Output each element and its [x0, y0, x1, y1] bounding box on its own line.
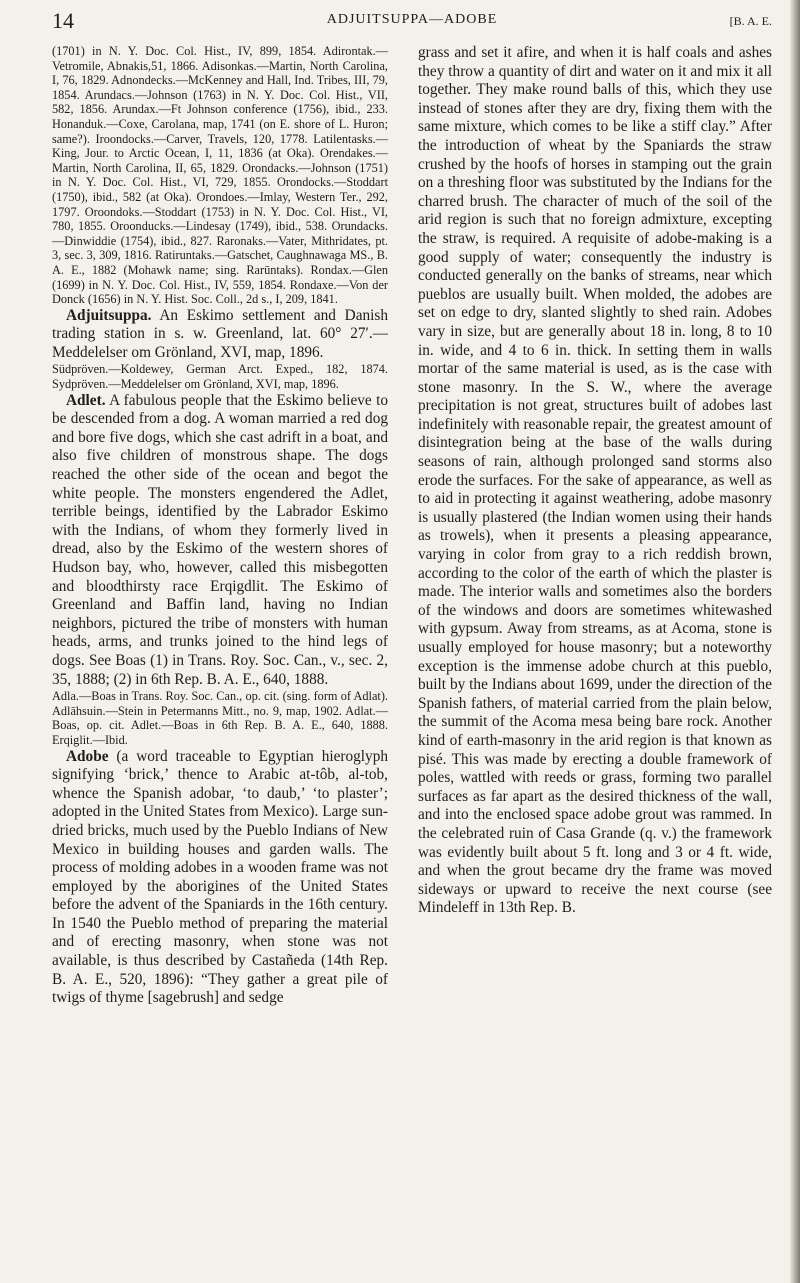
- running-title: ADJUITSUPPA—ADOBE: [326, 12, 498, 27]
- page-header: [52, 8, 772, 38]
- entry-continuation: grass and set it afire, and when it is half coals and ashes they throw a quantity of dirt and water on it and mix it all together. They make round balls of this, which they use instead of stones after they are dry, fixing them with the same mixture, which comes to be like a stiff clay.” After the introduction of wheat by the Spaniards the straw crushed by the hoofs of horses in stamping out the grain on a threshing floor was substituted by the Indians for the charred brush. The character of much of the soil of the arid region is such that no foreign admixture, excepting the straw, is required. A requisite of adobe-making is a good supply of water; consequently the industry is conducted generally on the banks of streams, near which pueblos are usually built. When molded, the adobes are set on edge to dry, slanted slightly to shed rain. Adobes vary in size, but are generally about 18 in. long, 8 to 10 in. wide, and 4 to 6 in. thick. In setting them in walls mortar of the same material is used, as is the case with stone masonry. In the S. W., where the average precipitation is not great, structures built of adobes last indefinitely with reasonable repair, the greatest amount of disintegration being at the base of the walls during seasons of rain, although prolonged sand storms also erode the surfaces. For the sake of appearance, as well as to aid in protecting it against weathering, adobe masonry is usually plastered (the Indian women using their hands as trowels), when it presents a pleasing appearance, varying in color from gray to a rich reddish brown, according to the color of the earth of which the plaster is made. The interior walls and sometimes also the borders of the windows and doors are sometimes whitewashed with gypsum. Away from streams, as at Acoma, stone is usually employed for house masonry; but a noteworthy exception is the immense adobe church at this pueblo, built by the Indians about 1699, under the direction of the Spanish fathers, of material carried from the plain below, the summit of the Acoma mesa being bare rock. Another kind of earth-masonry in the arid region is that known as pisé. This was made by erecting a double framework of poles, wattled with reeds or grass, forming two parallel surfaces as far apart as the desired thickness of the wall, and into the enclosed space adobe grout was rammed. In the celebrated ruin of Casa Grande (q. v.) the framework was evidently built about 5 ft. long and 3 or 4 ft. wide, and when the grout became dry the frame was moved sideways or upward to receive the next course (see Mindeleff in 13th Rep. B.: [418, 44, 772, 917]
- right-column: [418, 44, 772, 1277]
- synonymy-paragraph: Adla.—Boas in Trans. Roy. Soc. Can., op. cit. (sing. form of Adlat). Adlāhsuin.—Stein in Petermanns Mitt., no. 9, map, 1902. Adlat.—Boas, op. cit. Adlet.—Boas in 6th Rep. B. A. E., 640, 1888. Erqiglit.—Ibid.: [52, 689, 388, 747]
- left-column: [52, 44, 388, 1277]
- synonymy-paragraph: Südpröven.—Koldewey, German Arct. Exped., 182, 1874. Sydpröven.—Meddelelser om Grönland, XVI, map, 1896.: [52, 362, 388, 392]
- entry-adlet: [52, 392, 388, 690]
- synonymy-paragraph: (1701) in N. Y. Doc. Col. Hist., IV, 899, 1854. Adirontak.—Vetromile, Abnakis,51, 1866. Adisonkas.—Martin, North Carolina, I, 76, 1829. Adnondecks.—McKenney and Hall, Ind. Tribes, III, 79, 1854. Arundacs.—Johnson (1763) in N. Y. Doc. Col. Hist., VII, 582, 1856. Arundax.—Ft Johnson conference (1756), ibid., 233. Honanduk.—Coxe, Carolana, map, 1741 (on E. shore of L. Huron; same?). Iroondocks.—Carver, Travels, 120, 1778. Latilentasks.—King, Jour. to Arctic Ocean, I, 11, 1836 (at Oka). Orendakes.—Martin, North Carolina, II, 65, 1829. Orondacks.—Johnson (1751) in N. Y. Doc. Col. Hist., VI, 729, 1855. Orondocks.—Stoddart (1750), ibid., 582 (at Oka). Orondoes.—Imlay, Western Ter., 292, 1797. Oroondoks.—Stoddart (1753) in N. Y. Doc. Col. Hist., VI, 780, 1855. Oroonducks.—Lindesay (1749), ibid., 538. Orundacks.—Dinwiddie (1754), ibid., 827. Raronaks.—Vater, Mithridates, pt. 3, sec. 3, 309, 1816. Ratiruntaks.—Gatschet, Caughnawaga MS., B. A. E., 1882 (Mohawk name; sing. Rarūntaks). Rondax.—Glen (1699) in N. Y. Doc. Col. Hist., IV, 559, 1854. Rondaxe.—Von der Donck (1656) in N. Y. Hist. Soc. Coll., 2d s., I, 209, 1841.: [52, 44, 388, 307]
- entry-text: A fabulous people that the Eskimo believe to be descended from a dog. A woman married a red dog and bore five dogs, which she cast adrift in a boat, and also five children of monstrous shape. The dogs reached the other side of the ocean and begot the white people. The monsters engendered the Adlet, terrible beings, identified by the Labrador Eskimo with the Indians, of whom they formerly lived in dread, also by the Eskimo of the western shores of Hudson bay, who, however, called this misbegotten and bloodthirsty race Erqigdlit. The Eskimo of Greenland and Baffin land, having no Indian neighbors, pictured the tribe of monsters with human heads, arms, and trunks joined to the hind legs of dogs. See Boas (1) in Trans. Roy. Soc. Can., v., sec. 2, 35, 1888; (2) in 6th Rep. B. A. E., 640, 1888.: [52, 391, 388, 688]
- entry-adobe: [52, 748, 388, 1008]
- page-number: 14: [52, 8, 74, 33]
- headword: Adjuitsuppa.: [66, 306, 152, 324]
- entry-text: (a word traceable to Egyptian hieroglyph signifying ‘brick,’ thence to Arabic at-tôb, al-tob, whence the Spanish adobar, ‘to daub,’ ‘to plaster’; adopted in the United States from Mexico). Large sun-dried bricks, much used by the Pueblo Indians of New Mexico in building houses and garden walls. The process of molding adobes in a wooden frame was not employed by the aborigines of the United States before the advent of the Spaniards in the 16th century. In 1540 the Pueblo method of preparing the material and of erecting masonry, when stone was not available, is thus described by Castañeda (14th Rep. B. A. E., 520, 1896): “They gather a great pile of twigs of thyme [sagebrush] and sedge: [52, 747, 388, 1007]
- source-tag: [B. A. E.: [729, 14, 772, 28]
- headword: Adobe: [66, 747, 109, 765]
- page-edge-shadow: [790, 0, 800, 1283]
- headword: Adlet.: [66, 391, 106, 409]
- entry-adjuitsuppa: [52, 307, 388, 363]
- entry-text: An Eskimo settlement and Danish trading station in s. w. Greenland, lat. 60° 27′.—Meddelelser om Grönland, XVI, map, 1896.: [52, 306, 388, 361]
